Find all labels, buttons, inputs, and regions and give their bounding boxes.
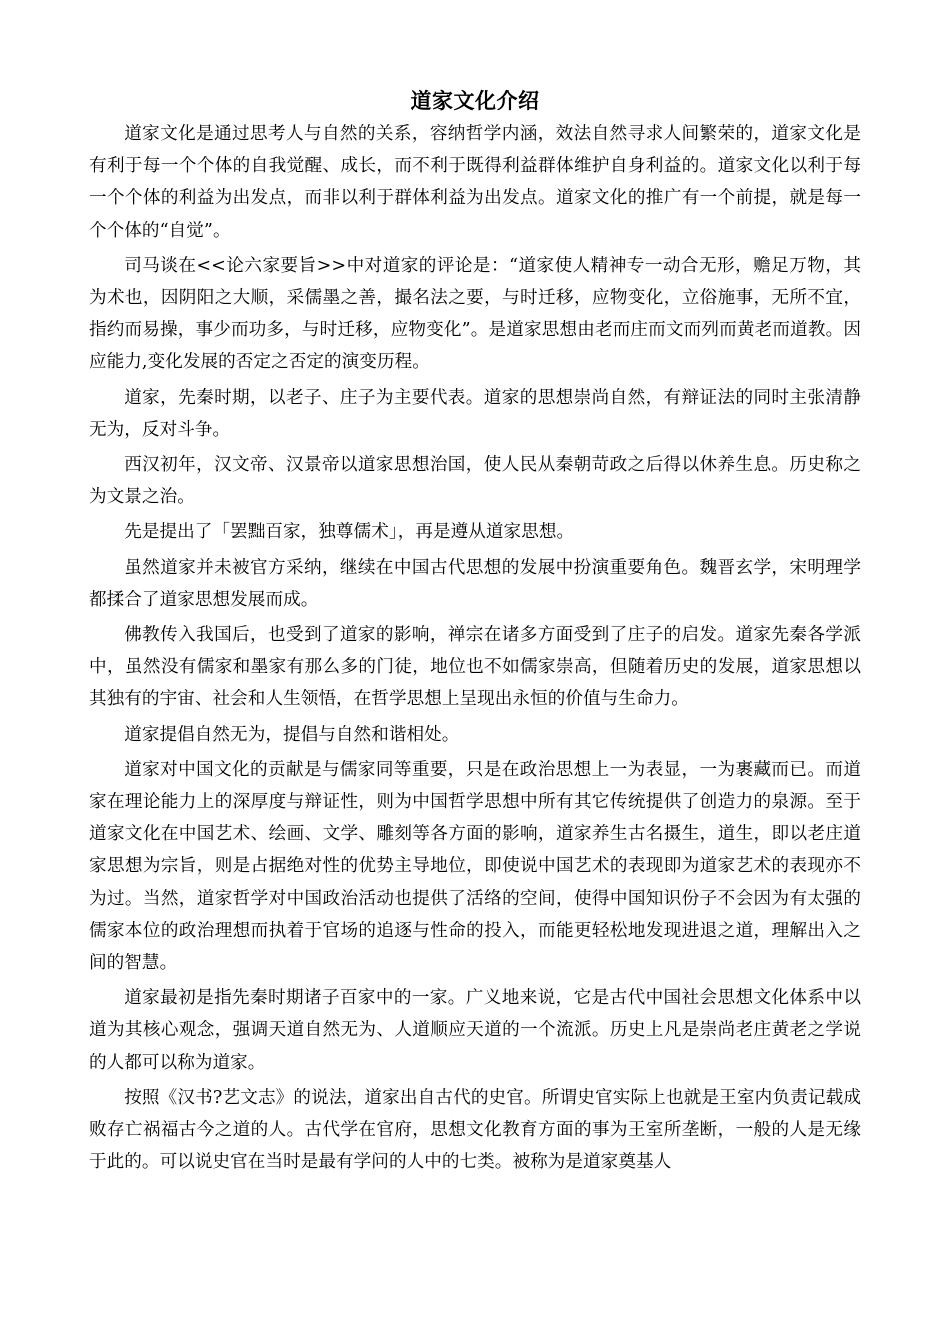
document-page [89,86,861,1182]
paragraph: 道家对中国文化的贡献是与儒家同等重要，只是在政治思想上一为表显，一为裹藏而已。而道家在理论能力上的深厚度与辩证性，则为中国哲学思想中所有其它传统提供了创造力的泉源。至于道家文化在中国艺术、绘画、文学、雕刻等各方面的影响，道家养生古名摄生，道生，即以老庄道家思想为宗旨，则是占据绝对性的优势主导地位，即使说中国艺术的表现即为道家艺术的表现亦不为过。当然，道家哲学对中国政治活动也提供了活络的空间，使得中国知识份子不会因为有太强的儒家本位的政治理想而执着于官场的追逐与性命的投入，而能更轻松地发现进退之道，理解出入之间的智慧。 [89,759,861,974]
paragraph: 佛教传入我国后，也受到了道家的影响，禅宗在诸多方面受到了庄子的启发。道家先秦各学派中，虽然没有儒家和墨家有那么多的门徒，地位也不如儒家崇高，但随着历史的发展，道家思想以其独有的宇宙、社会和人生领悟，在哲学思想上呈现出永恒的价值与生命力。 [89,625,861,710]
paragraph: 道家，先秦时期，以老子、庄子为主要代表。道家的思想崇尚自然，有辩证法的同时主张清静无为，反对斗争。 [89,387,861,440]
paragraph: 司马谈在<<论六家要旨>>中对道家的评论是：“道家使人精神专一动合无形，赡足万物，其为术也，因阴阳之大顺，采儒墨之善，撮名法之要，与时迁移，应物变化，立俗施事，无所不宜，指约而易操，事少而功多，与时迁移，应物变化”。是道家思想由老而庄而文而列而黄老而道教。因应能力,变化发展的否定之否定的演变历程。 [89,255,861,373]
paragraph: 道家提倡自然无为，提倡与自然和谐相处。 [124,724,460,745]
paragraph: 西汉初年，汉文帝、汉景帝以道家思想治国，使人民从秦朝苛政之后得以休养生息。历史称之为文景之治。 [89,455,861,508]
paragraph: 按照《汉书?艺文志》的说法，道家出自古代的史官。所谓史官实际上也就是王室内负责记载成败存亡祸福古今之道的人。古代学在官府，思想文化教育方面的事为王室所垄断，一般的人是无缘于此的。可以说史官在当时是最有学问的人中的七类。被称为是道家奠基人 [89,1087,861,1173]
paragraph: 虽然道家并未被官方采纳，继续在中国古代思想的发展中扮演重要角色。魏晋玄学，宋明理学都揉合了道家思想发展而成。 [89,557,861,610]
paragraph: 先是提出了「罢黜百家，独尊儒术」，再是遵从道家思想。 [124,522,575,543]
paragraph: 道家最初是指先秦时期诸子百家中的一家。广义地来说，它是古代中国社会思想文化体系中以道为其核心观念，强调天道自然无为、人道顺应天道的一个流派。历史上凡是崇尚老庄黄老之学说的人都可以称为道家。 [89,988,861,1073]
paragraph: 道家文化是通过思考人与自然的关系，容纳哲学内涵，效法自然寻求人间繁荣的，道家文化是有利于每一个个体的自我觉醒、成长，而不利于既得利益群体维护自身利益的。道家文化以利于每一个个体的利益为出发点，而非以利于群体利益为出发点。道家文化的推广有一个前提，就是每一个个体的“自觉”。 [89,124,861,241]
document-title: 道家文化介绍 [410,88,540,113]
